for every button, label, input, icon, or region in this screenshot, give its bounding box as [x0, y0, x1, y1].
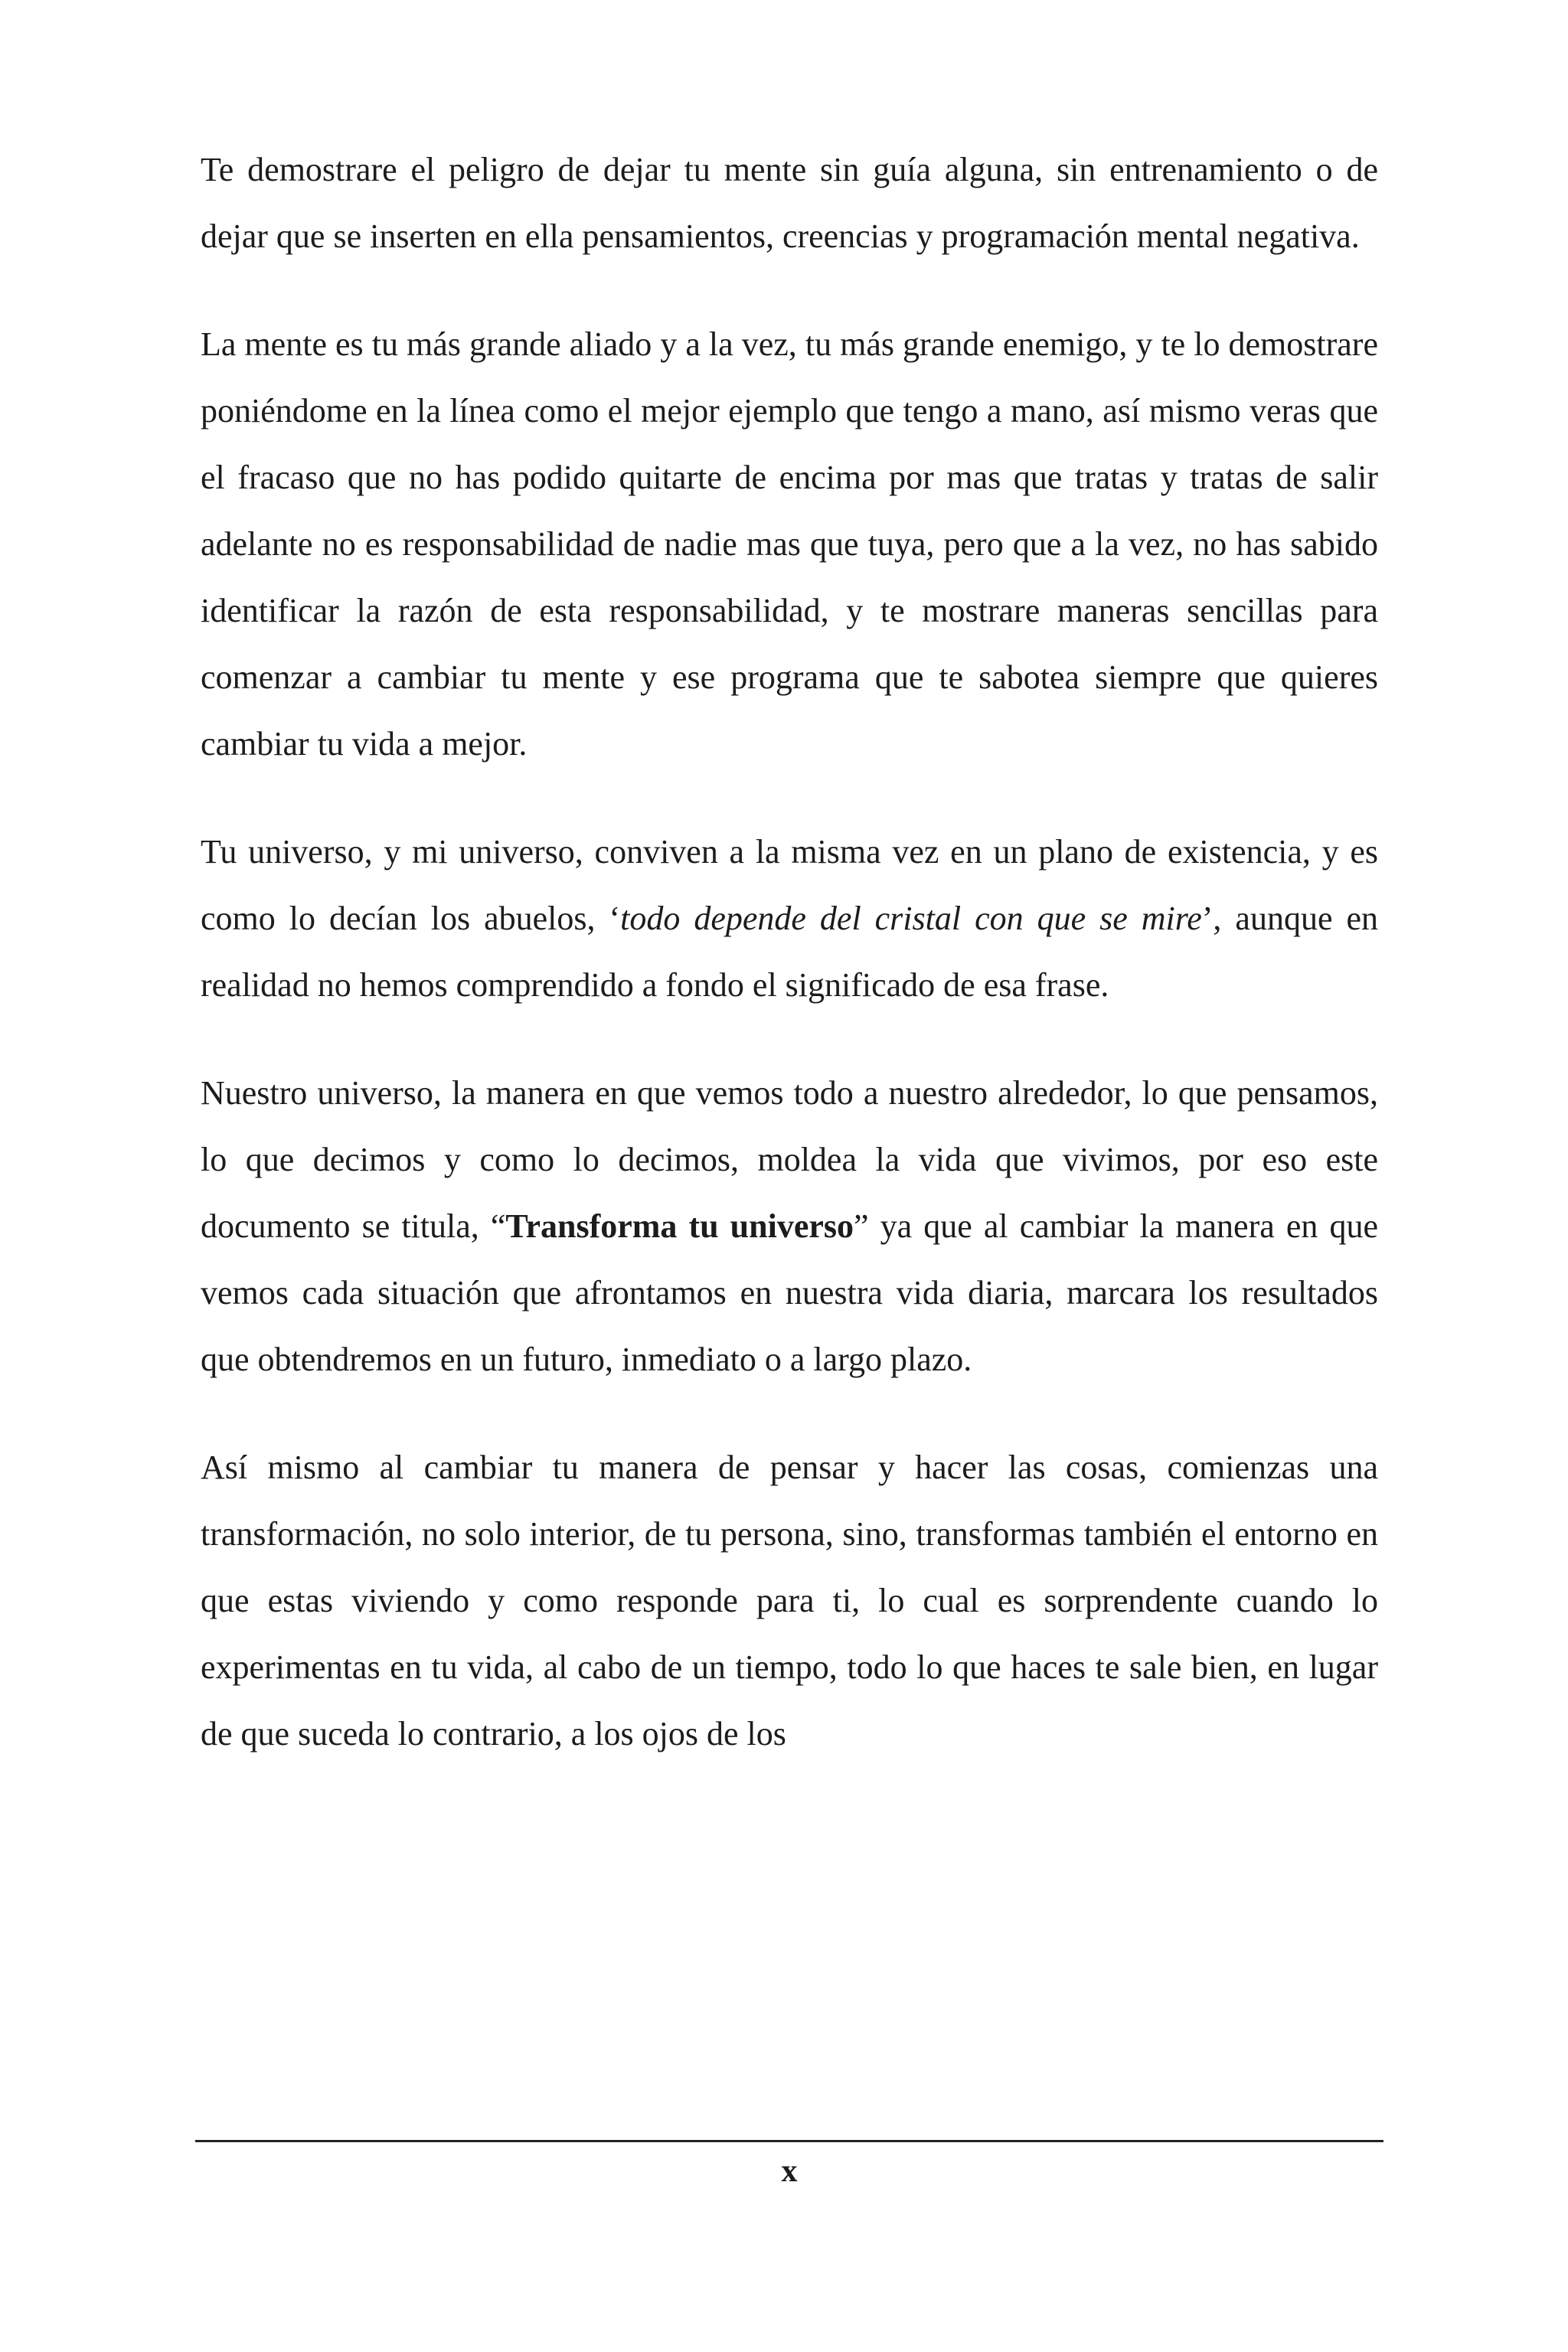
- page-number: x: [781, 2154, 798, 2189]
- paragraph-3-italic-quote: todo depende del cristal con que se mire: [620, 900, 1202, 937]
- paragraph-2: [201, 311, 1378, 777]
- paragraph-4-text-before: Nuestro universo, la manera en que vemos todo a nuestro alrededor, lo que pensamos, lo que decimos y como lo decimos, moldea la vida que vivimos, por eso este documento se titula, “: [201, 1074, 1378, 1245]
- paragraph-3-text-before: Tu universo, y mi universo, conviven a la misma vez en un plano de existencia, y es como lo decían los abuelos, ‘: [201, 833, 1378, 937]
- paragraph-1: [201, 136, 1378, 270]
- paragraph-1-text: Te demostrare el peligro de dejar tu mente sin guía alguna, sin entrenamiento o de dejar que se inserten en ella pensamientos, creencias y programación mental negativa.: [201, 151, 1378, 255]
- paragraph-3-text-after: ’, aunque en realidad no hemos comprendido a fondo el significado de esa frase.: [201, 900, 1378, 1004]
- paragraph-3: [201, 818, 1378, 1018]
- paragraph-5: [201, 1434, 1378, 1767]
- footer-divider: [195, 2140, 1383, 2142]
- paragraph-4-text-after: ” ya que al cambiar la manera en que vemos cada situación que afrontamos en nuestra vida diaria, marcara los resultados que obtendremos en un futuro, inmediato o a largo plazo.: [201, 1207, 1378, 1378]
- paragraph-5-text: Así mismo al cambiar tu manera de pensar y hacer las cosas, comienzas una transformación, no solo interior, de tu persona, sino, transformas también el entorno en que estas viviendo y como responde para ti, lo cual es sorprendente cuando lo experimentas en tu vida, al cabo de un tiempo, todo lo que haces te sale bien, en lugar de que suceda lo contrario, a los ojos de los: [201, 1449, 1378, 1753]
- paragraph-2-text: La mente es tu más grande aliado y a la vez, tu más grande enemigo, y te lo demostrare poniéndome en la línea como el mejor ejemplo que tengo a mano, así mismo veras que el fracaso que no has podido quitarte de encima por mas que tratas y tratas de salir adelante no es responsabilidad de nadie mas que tuya, pero que a la vez, no has sabido identificar la razón de esta responsabilidad, y te mostrare maneras sencillas para comenzar a cambiar tu mente y ese programa que te sabotea siempre que quieres cambiar tu vida a mejor.: [201, 325, 1378, 763]
- paragraph-4: [201, 1060, 1378, 1393]
- document-body: [201, 136, 1378, 1808]
- paragraph-4-bold-title: Transforma tu universo: [505, 1207, 854, 1245]
